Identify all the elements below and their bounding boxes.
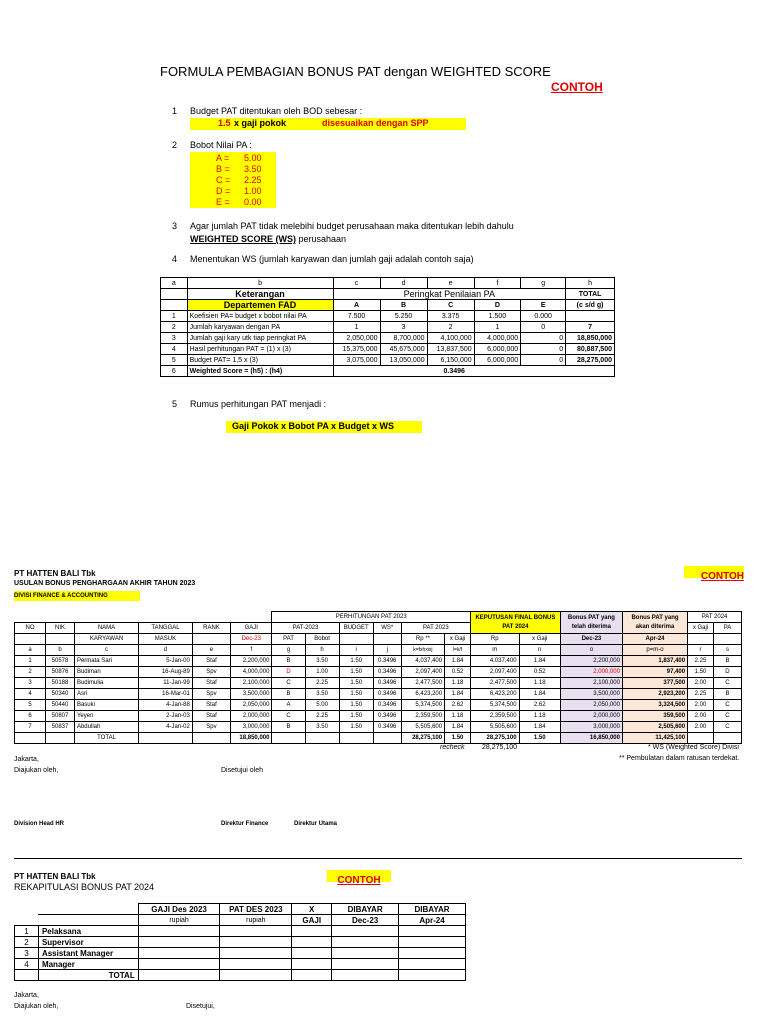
rekap-row: 3 Assistant Manager [15,948,466,959]
doc2-contoh-box [684,566,744,582]
doc2-diajukan: Diajukan oleh, [14,767,59,774]
ws-value: 0.3496 [333,366,615,377]
grade-d: D = 1.00 [216,186,262,196]
signature-finance: Direktur Finance [221,821,269,827]
bonus-row: 4 50340 Asri 16-Mar-01 Spv 3,500,000 B 3.50 1.50 0.3496 6,423,200 1.84 6,423,200 1.84 3,500,000 2,923,200 2.25 B [15,689,742,700]
doc2-jakarta: Jakarta, [14,756,39,763]
doc3-contoh-label: CONTOH [337,875,381,886]
item1-number: 1 [172,106,178,116]
doc2-disetujui: Disetujui oleh [221,767,264,774]
pat2024-header: PAT 2024 [688,612,742,623]
item3-number: 3 [172,221,178,231]
item1-note: disesuaikan dengan SPP [322,118,429,128]
recheck-label: recheck [440,744,465,751]
bonus-table [14,611,742,744]
bonus-row: 1 50578 Permata Sari 5-Jan-00 Staf 2,200,000 B 3.50 1.50 0.3496 4,037,400 1.84 4,037,400 1.84 2,200,000 1,837,400 2.25 B [15,656,742,667]
keterangan-header: Keterangan [187,289,333,300]
item4-number: 4 [172,254,178,264]
item3-line2: WEIGHTED SCORE (WS) perusahaan [190,234,347,244]
bonus-head-row1 [15,612,742,623]
grade-b: B = 3.50 [216,164,262,174]
doc1-contoh-label: CONTOH [551,80,603,94]
departemen-label: Departemen FAD [187,300,333,311]
grade-list [190,152,276,208]
bonus-letter-row: a b c d e f g h i j k=fxhxixj l=k/f m n o p=m-o r s [15,645,742,656]
rekap-head-row1: GAJI Des 2023 PAT DES 2023 X DIBAYAR DIBAYAR [15,904,466,915]
doc3-disetujui: Disetujui, [186,1003,215,1010]
item1-multiplier: 1.5 [218,118,231,128]
rekap-total-row: TOTAL [15,970,466,981]
ws-row: 2 Jumlah karyawan dengan PA 1 3 2 1 0 7 [161,322,615,333]
grade-e: E = 0.00 [216,197,262,207]
doc2-contoh-label: CONTOH [700,571,744,582]
bonus-row: 5 50440 Basuki 4-Jan-88 Staf 2,050,000 A 5.00 1.50 0.3496 5,374,500 2.62 5,374,500 2.62 2,050,000 3,324,500 2.00 C [15,700,742,711]
item2-text: Bobot Nilai PA : [190,140,252,150]
section-divider [14,858,742,859]
formula-highlight: Gaji Pokok x Bobot PA x Budget x WS [226,421,422,433]
doc3-diajukan: Diajukan oleh, [14,1003,59,1010]
ws-row: 3 Jumlah gaji kary utk tiap peringkat PA 2,050,000 8,700,000 4,100,000 4,000,000 0 18,850,000 [161,333,615,344]
item1-highlight [190,118,466,130]
bonus-head-row2: NO NIK NAMA TANGGAL RANK GAJI PAT-2023 BUDGET WS* PAT 2023 x Gaji PA [15,623,742,634]
doc2-company: PT HATTEN BALI Tbk [14,569,96,578]
item5-text: Rumus perhitungan PAT menjadi : [190,399,327,409]
rekap-table [14,903,466,981]
doc3-company: PT HATTEN BALI Tbk [14,872,96,881]
doc3-contoh-box [327,870,391,886]
signature-utama: Direktur Utama [294,821,338,827]
doc2-division: DIVISI FINANCE & ACCOUNTING [14,591,140,601]
signature-hr: Division Head HR [14,821,65,827]
perhitungan-header: PERHITUNGAN PAT 2023 [272,612,471,623]
ws-header-row [161,289,615,300]
grade-a: A = 5.00 [216,153,262,163]
ws-table [160,277,615,377]
ws-row: 4 Hasil perhitungan PAT = (1) x (3) 15,375,000 45,675,000 13,837,500 6,000,000 0 80,887,500 [161,344,615,355]
doc3-subtitle: REKAPITULASI BONUS PAT 2024 [14,882,155,892]
item1-text: Budget PAT ditentukan oleh BOD sebesar : [190,106,363,116]
ws-result-row: 6 Weighted Score = (h5) : (h4) 0.3496 [161,366,615,377]
item3-line1: Agar jumlah PAT tidak melebihi budget perusahaan maka ditentukan lebih dahulu [190,221,514,231]
bonus-head-row3: KARYAWAN MASUK Dec-23 PAT Bobot Rp ** x Gaji Rp x Gaji Dec-23 Apr-24 [15,634,742,645]
recheck-value: 28,275,100 [482,744,518,751]
note-pembulatan: ** Pembulatan dalam ratusan terdekat. [619,755,740,762]
bonus-row: 2 50876 Budiman 16-Aug-89 Spv 4,000,000 D 1.00 1.50 0.3496 2,097,400 0.52 2,097,400 0.52 2,000,000 97,400 1.50 D [15,667,742,678]
bonus-total-row: TOTAL 18,850,000 28,275,100 1.50 28,275,100 1.50 16,850,000 11,425,100 [15,733,742,744]
ws-subheader-row: Departemen FAD A B C D E (c s/d g) [161,300,615,311]
doc2-subtitle: USULAN BONUS PENGHARGAAN AKHIR TAHUN 2023 [14,580,196,587]
doc1-title: FORMULA PEMBAGIAN BONUS PAT dengan WEIGHTED SCORE [160,64,551,79]
bonus-row: 3 50188 Budimulia 11-Jan-99 Staf 2,100,000 C 2.25 1.50 0.3496 2,477,500 1.18 2,477,500 1.18 2,100,000 377,500 2.00 C [15,678,742,689]
telah-header: Bonus PAT yang telah diterima [560,612,622,634]
note-ws: * WS (Weighted Score) Divisi [648,744,739,751]
item4-text: Menentukan WS (jumlah karyawan dan jumlah gaji adalah contoh saja) [190,254,474,264]
akan-header: Bonus PAT yang akan diterima [622,612,687,634]
ws-row: 5 Budget PAT= 1,5 x (3) 3,075,000 13,050,000 6,150,000 6,000,000 0 28,275,000 [161,355,615,366]
ws-row: 1 Koefisien PA= budget x bobot nilai PA 7.500 5.250 3.375 1.500 0.000 [161,311,615,322]
rekap-head-row2: rupiah rupiah GAJI Dec-23 Apr-24 [15,915,466,926]
rekap-row: 4 Manager [15,959,466,970]
item5-number: 5 [172,399,178,409]
item2-number: 2 [172,140,178,150]
doc3-jakarta: Jakarta, [14,992,39,999]
bonus-row: 7 50837 Abdullah 4-Jan-02 Spv 3,000,000 B 3.50 1.50 0.3496 5,505,600 1.84 5,505,600 1.84 3,000,000 2,505,600 2.00 C [15,722,742,733]
item1-label: x gaji pokok [234,118,287,128]
bonus-row: 6 50807 Yeyen 2-Jan-03 Staf 2,000,000 C 2.25 1.50 0.3496 2,359,500 1.18 2,359,500 1.18 2,000,000 359,500 2.00 C [15,711,742,722]
total-header: TOTAL [566,289,615,300]
rekap-row: 1 Pelaksana [15,926,466,937]
keputusan-header: KEPUTUSAN FINAL BONUS PAT 2024 [470,612,560,634]
grade-c: C = 2.25 [216,175,262,185]
rekap-row: 2 Supervisor [15,937,466,948]
ws-term: WEIGHTED SCORE (WS) [190,234,296,244]
ws-letter-row: a b c d e f g h [161,278,615,289]
peringkat-header: Peringkat Penilaian PA [333,289,566,300]
